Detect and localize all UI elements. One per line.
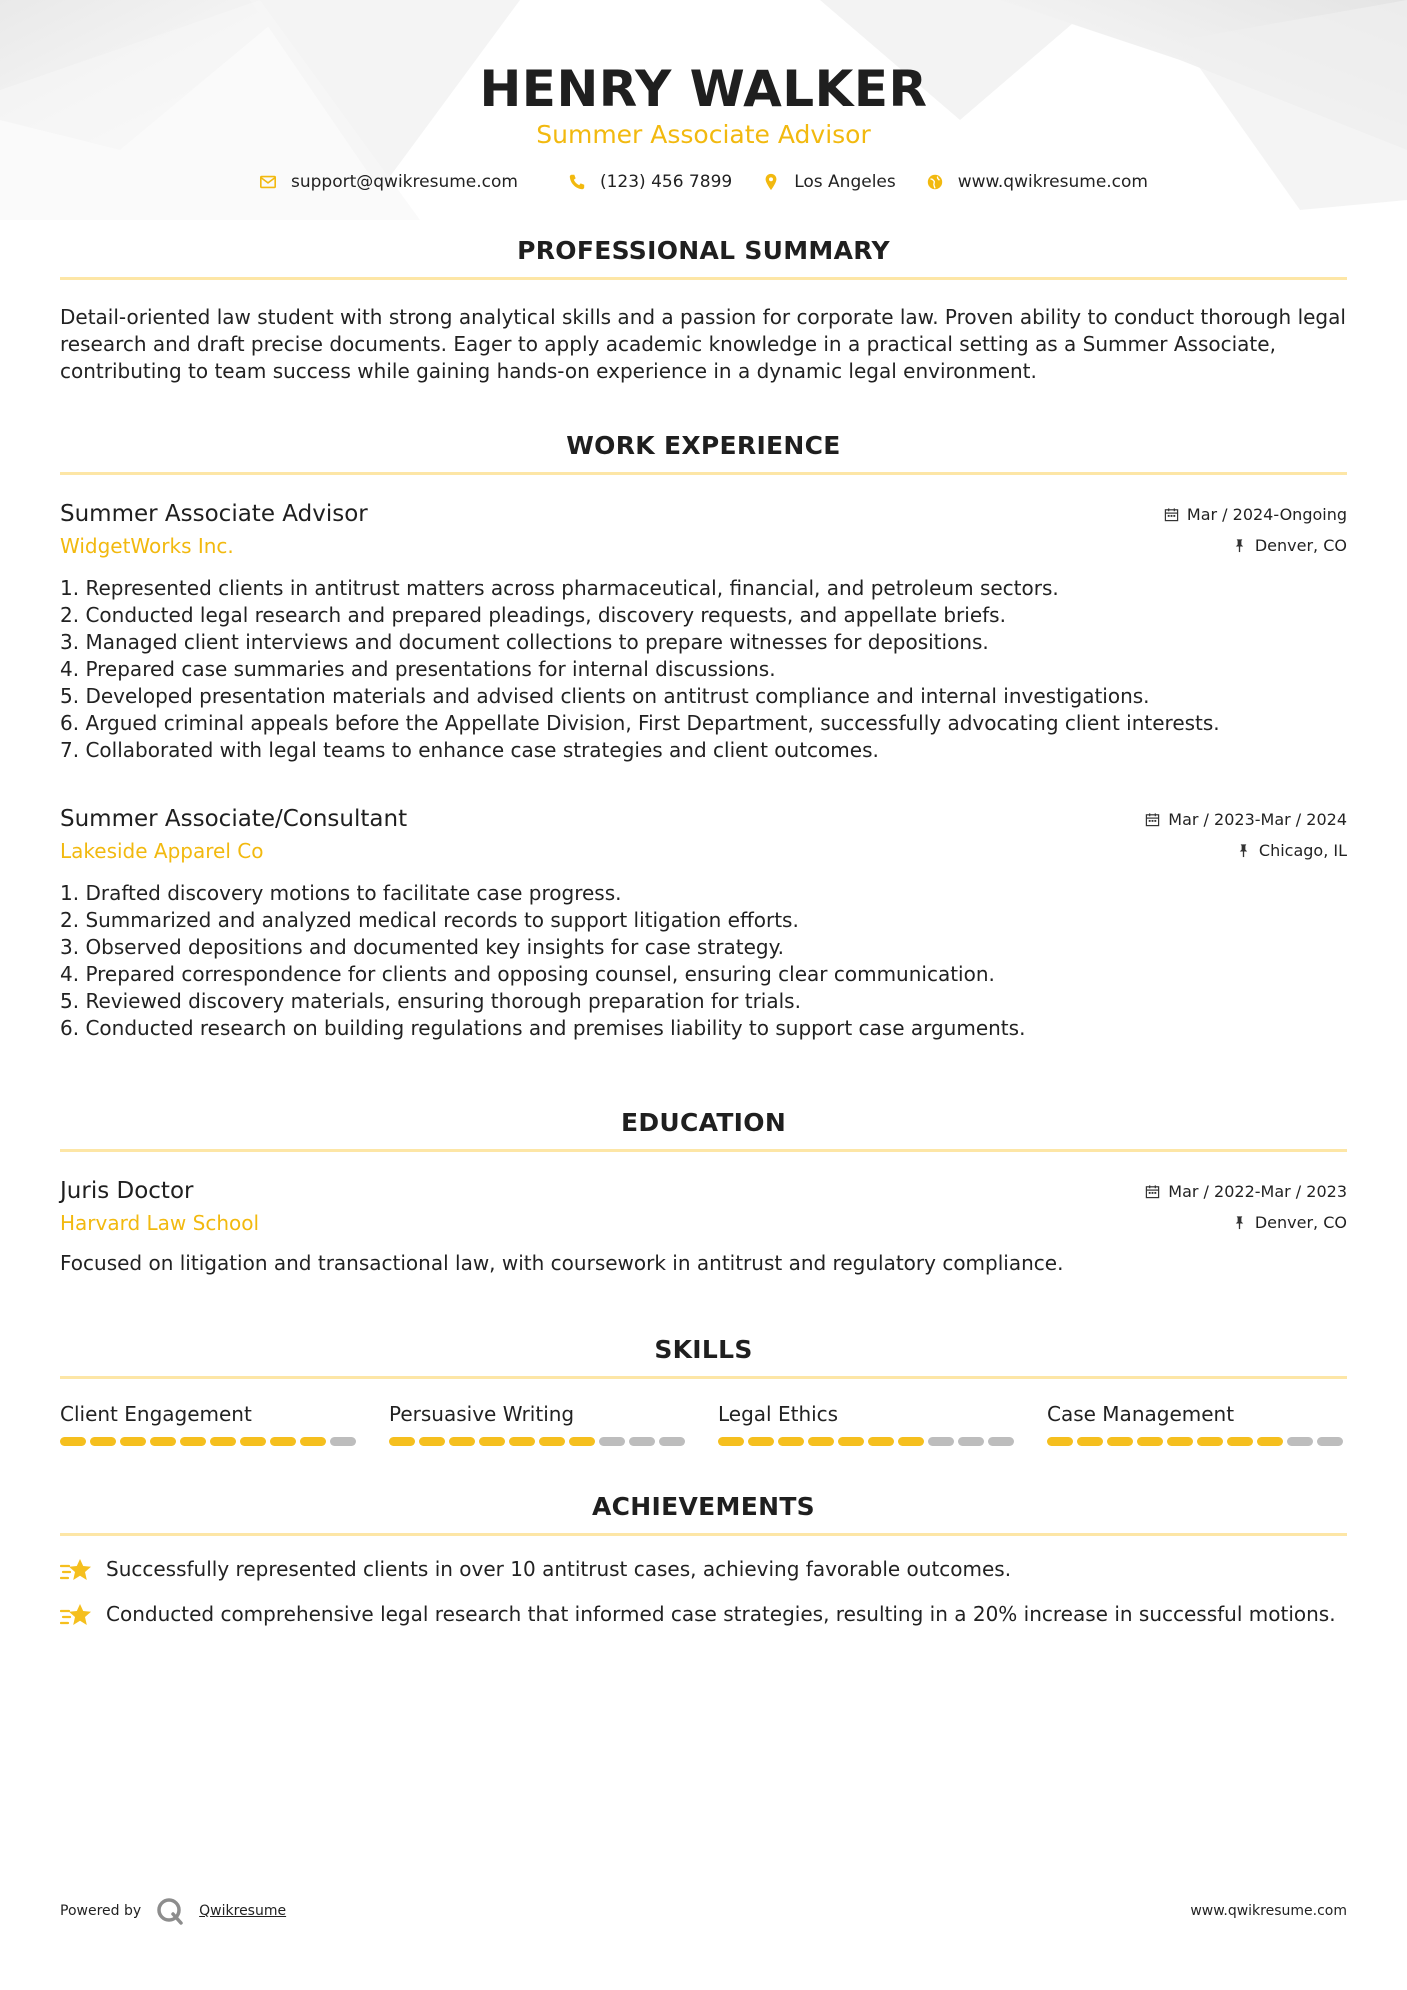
skill-item [718, 1401, 1018, 1446]
skill-dot-filled [449, 1437, 475, 1446]
skills-divider [60, 1376, 1347, 1379]
job-bullets [60, 575, 1347, 764]
skill-dot-empty [958, 1437, 984, 1446]
skill-name: Legal Ethics [718, 1402, 839, 1426]
education-location [1232, 1213, 1347, 1232]
skill-dot-filled [1257, 1437, 1283, 1446]
skill-dot-empty [659, 1437, 685, 1446]
pushpin-icon [1236, 843, 1251, 858]
education-heading: EDUCATION [620, 1108, 787, 1137]
education-date-text: Mar / 2022-Mar / 2023 [1168, 1181, 1347, 1201]
powered-by-label: Powered by [60, 1903, 142, 1919]
job-location-text: Chicago, IL [1258, 840, 1347, 860]
education-date [1145, 1182, 1347, 1201]
skill-dot-filled [419, 1437, 445, 1446]
experience-divider [60, 472, 1347, 475]
school-name: Harvard Law School [60, 1211, 260, 1235]
contact-location-text: Los Angeles [794, 172, 896, 192]
list-item: 5. Developed presentation materials and advised clients on antitrust compliance and internal investigations. [60, 684, 1150, 708]
achievement-item [60, 1601, 1347, 1629]
page-footer [60, 1896, 1347, 1926]
footer-website[interactable]: www.qwikresume.com [1190, 1903, 1347, 1919]
list-item: 4. Prepared case summaries and presentations for internal discussions. [60, 657, 776, 681]
skill-dot-filled [60, 1437, 86, 1446]
experience-heading: WORK EXPERIENCE [566, 431, 841, 460]
contact-email-text: support@qwikresume.com [291, 172, 518, 192]
powered-by [60, 1896, 286, 1926]
summary-divider [60, 277, 1347, 280]
skill-dot-filled [868, 1437, 894, 1446]
achievements-list [60, 1556, 1347, 1629]
list-item: 1. Represented clients in antitrust matters across pharmaceutical, financial, and petroleum sectors. [60, 576, 1059, 600]
achievements-heading: ACHIEVEMENTS [592, 1492, 815, 1521]
skill-dot-filled [180, 1437, 206, 1446]
phone-icon [568, 173, 586, 191]
skill-dot-filled [718, 1437, 744, 1446]
summary-heading: PROFESSIONAL SUMMARY [517, 236, 890, 265]
job-date-text: Mar / 2024-Ongoing [1186, 504, 1347, 524]
pushpin-icon [1232, 1215, 1247, 1230]
globe-icon [926, 173, 944, 191]
resume-header [60, 0, 1347, 192]
job-entry [60, 804, 1347, 1042]
skill-dot-filled [778, 1437, 804, 1446]
contact-bar [60, 172, 1347, 192]
skill-dot-filled [808, 1437, 834, 1446]
list-item: 2. Summarized and analyzed medical records to support litigation efforts. [60, 908, 799, 932]
summary-text: Detail-oriented law student with strong analytical skills and a passion for corporate law. Proven ability to conduct thorough legal research and draft precise documents. Eager to apply academic knowledge in a practical setting as a Summer Associate, contributing to team success while gaining hands-on experience in a dynamic legal environment. [60, 305, 1346, 383]
skill-dot-filled [838, 1437, 864, 1446]
skill-dot-filled [1047, 1437, 1073, 1446]
education-location-text: Denver, CO [1254, 1212, 1347, 1232]
skill-dot-empty [629, 1437, 655, 1446]
envelope-icon [259, 173, 277, 191]
skill-item [389, 1401, 689, 1446]
skill-dot-filled [300, 1437, 326, 1446]
skill-name: Case Management [1047, 1402, 1235, 1426]
degree-name: Juris Doctor [60, 1178, 194, 1204]
pushpin-icon [1232, 538, 1247, 553]
job-date [1164, 505, 1347, 524]
list-item: 4. Prepared correspondence for clients and opposing counsel, ensuring clear communication. [60, 962, 995, 986]
contact-phone-text: (123) 456 7899 [599, 172, 733, 192]
skill-name: Persuasive Writing [389, 1402, 575, 1426]
skill-dot-filled [479, 1437, 505, 1446]
skill-dot-filled [1107, 1437, 1133, 1446]
job-location [1236, 841, 1347, 860]
list-item: 6. Conducted research on building regulations and premises liability to support case arguments. [60, 1016, 1026, 1040]
skill-dot-filled [1197, 1437, 1223, 1446]
experience-section [60, 431, 1347, 1042]
achievements-section [60, 1492, 1347, 1629]
list-item: 6. Argued criminal appeals before the Appellate Division, First Department, successfully advocating client interests. [60, 711, 1220, 735]
star-icon [60, 1556, 92, 1584]
qwikresume-logo-icon [155, 1896, 185, 1926]
education-divider [60, 1149, 1347, 1152]
achievement-text: Conducted comprehensive legal research that informed case strategies, resulting in a 20% increase in successful motions. [106, 1602, 1336, 1626]
calendar-icon [1164, 507, 1179, 522]
skill-dot-filled [210, 1437, 236, 1446]
skill-item [1047, 1401, 1347, 1446]
skill-dot-filled [120, 1437, 146, 1446]
candidate-name: HENRY WALKER [479, 60, 928, 118]
skills-section [60, 1335, 1347, 1446]
skill-dot-filled [509, 1437, 535, 1446]
calendar-icon [1145, 1184, 1160, 1199]
skill-dot-empty [1317, 1437, 1343, 1446]
skill-dot-filled [150, 1437, 176, 1446]
list-item: 2. Conducted legal research and prepared pleadings, discovery requests, and appellate briefs. [60, 603, 1006, 627]
company-name: WidgetWorks Inc. [60, 534, 234, 558]
skill-dot-filled [539, 1437, 565, 1446]
job-bullets [60, 880, 1347, 1042]
contact-location[interactable] [762, 172, 896, 192]
skill-dot-filled [1167, 1437, 1193, 1446]
job-entry [60, 499, 1347, 764]
skill-dot-empty [599, 1437, 625, 1446]
skill-level-meter [1047, 1437, 1347, 1446]
list-item: 3. Observed depositions and documented key insights for case strategy. [60, 935, 784, 959]
skill-dot-filled [748, 1437, 774, 1446]
skills-heading: SKILLS [654, 1335, 753, 1364]
job-date-text: Mar / 2023-Mar / 2024 [1168, 809, 1347, 829]
job-location [1232, 536, 1347, 555]
star-icon [60, 1601, 92, 1629]
map-pin-icon [762, 173, 780, 191]
list-item: 1. Drafted discovery motions to facilitate case progress. [60, 881, 622, 905]
skill-level-meter [718, 1437, 1018, 1446]
skill-dot-empty [330, 1437, 356, 1446]
skill-dot-filled [1227, 1437, 1253, 1446]
skill-dot-filled [898, 1437, 924, 1446]
job-title: Summer Associate Advisor [60, 501, 368, 527]
list-item: 3. Managed client interviews and document collections to prepare witnesses for depositions. [60, 630, 989, 654]
skill-dot-empty [1287, 1437, 1313, 1446]
candidate-title: Summer Associate Advisor [536, 120, 871, 149]
achievement-item [60, 1556, 1347, 1584]
list-item: 7. Collaborated with legal teams to enhance case strategies and client outcomes. [60, 738, 879, 762]
calendar-icon [1145, 812, 1160, 827]
skill-level-meter [60, 1437, 360, 1446]
skill-dot-empty [928, 1437, 954, 1446]
skill-dot-filled [240, 1437, 266, 1446]
skill-dot-empty [988, 1437, 1014, 1446]
company-name: Lakeside Apparel Co [60, 839, 264, 863]
skill-dot-filled [569, 1437, 595, 1446]
skill-dot-filled [1077, 1437, 1103, 1446]
skills-list [60, 1401, 1347, 1446]
achievement-text: Successfully represented clients in over 10 antitrust cases, achieving favorable outcomes. [106, 1557, 1012, 1581]
contact-phone[interactable] [568, 172, 732, 192]
skill-name: Client Engagement [60, 1402, 252, 1426]
job-date [1145, 810, 1347, 829]
skill-dot-filled [270, 1437, 296, 1446]
skill-dot-filled [1137, 1437, 1163, 1446]
achievements-divider [60, 1533, 1347, 1536]
contact-website-text: www.qwikresume.com [957, 172, 1148, 192]
education-section [60, 1108, 1347, 1277]
list-item: 5. Reviewed discovery materials, ensuring thorough preparation for trials. [60, 989, 801, 1013]
education-description: Focused on litigation and transactional law, with coursework in antitrust and regulatory compliance. [60, 1251, 1064, 1275]
skill-item [60, 1401, 360, 1446]
qwikresume-link[interactable]: Qwikresume [199, 1903, 287, 1919]
skill-dot-filled [90, 1437, 116, 1446]
education-entry [60, 1176, 1347, 1277]
contact-email[interactable] [259, 172, 518, 192]
skill-level-meter [389, 1437, 689, 1446]
contact-website[interactable] [926, 172, 1148, 192]
skill-dot-filled [389, 1437, 415, 1446]
job-title: Summer Associate/Consultant [60, 806, 408, 832]
summary-section [60, 236, 1347, 385]
job-location-text: Denver, CO [1254, 535, 1347, 555]
